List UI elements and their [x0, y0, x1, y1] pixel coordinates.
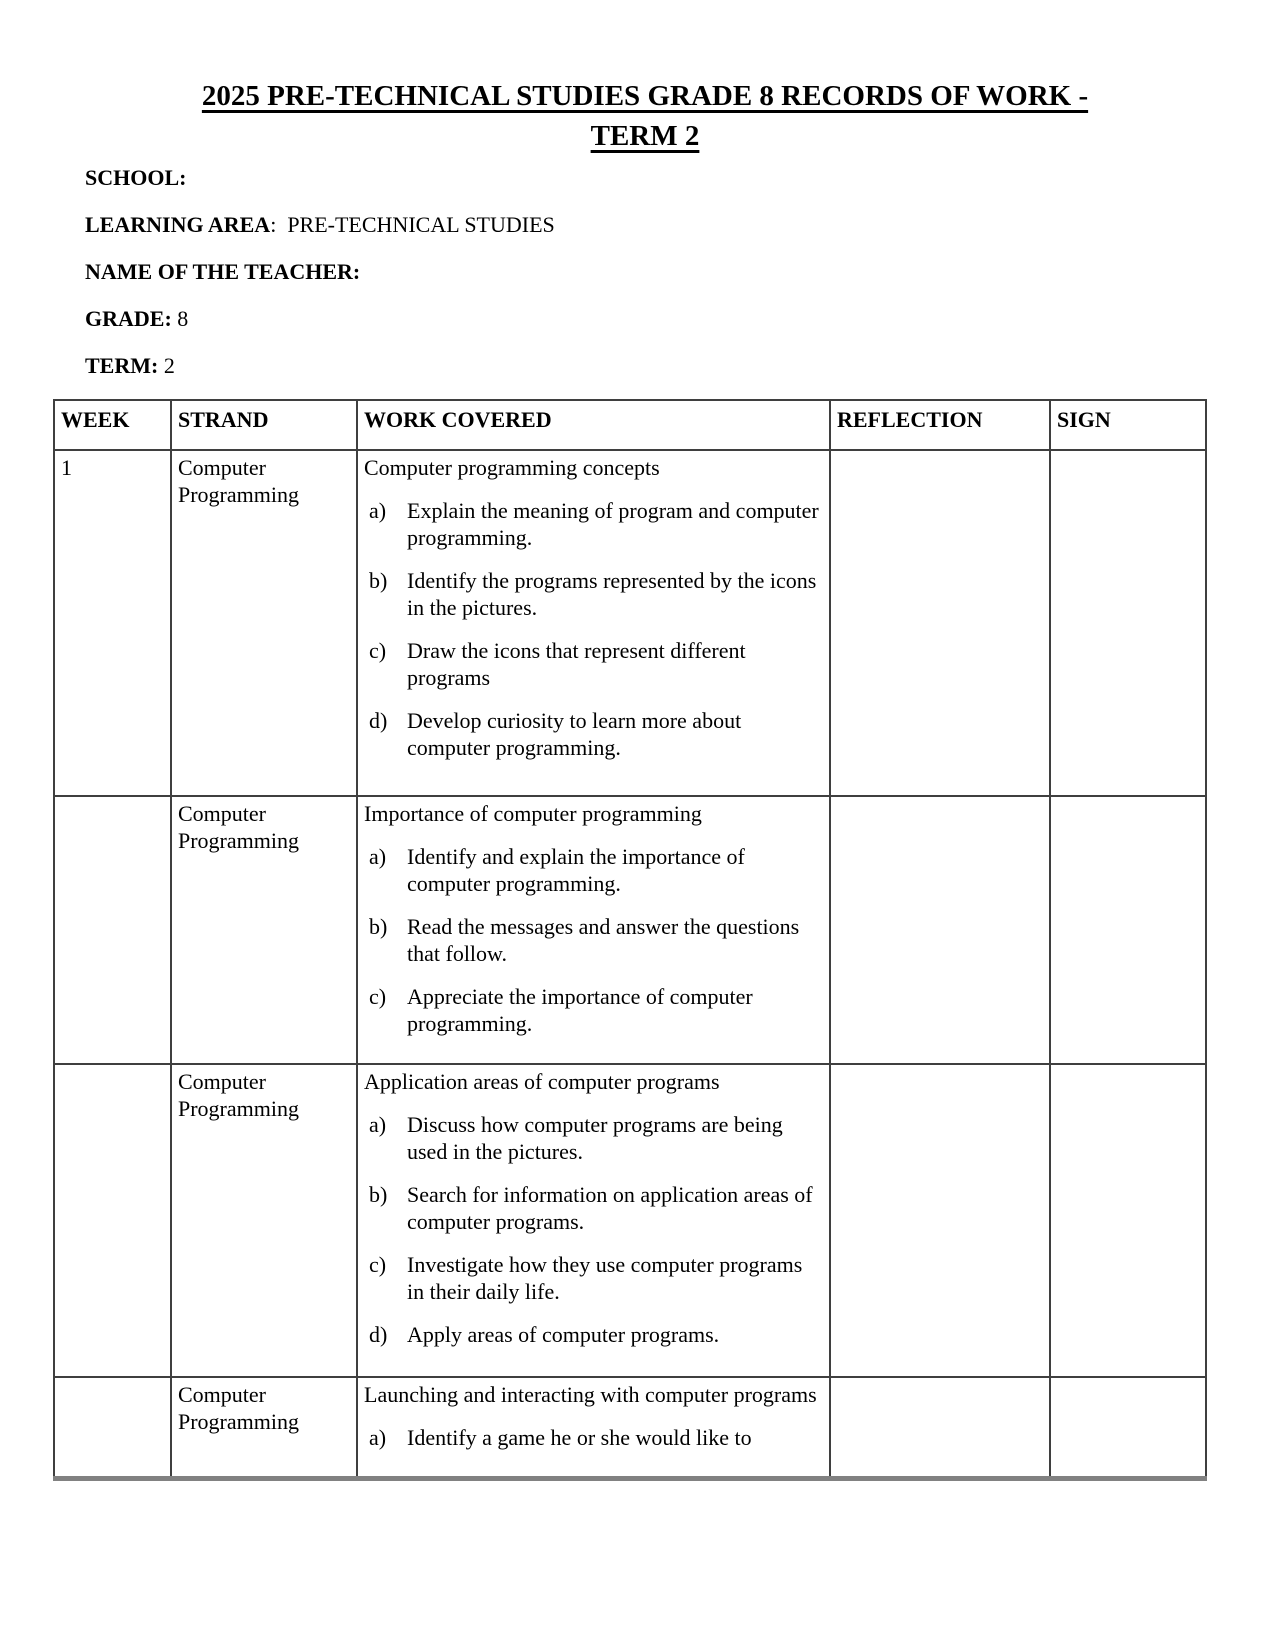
work-item — [364, 1251, 823, 1305]
work-item — [364, 1424, 823, 1451]
sign-cell — [1050, 796, 1206, 1064]
field-grade — [85, 305, 1205, 332]
item-marker: a) — [369, 1112, 387, 1137]
reflection-cell — [830, 796, 1050, 1064]
field-label: LEARNING AREA — [85, 212, 271, 237]
work-item — [364, 497, 823, 551]
field-value: 8 — [171, 306, 189, 331]
strand-cell: Computer Programming — [171, 1064, 357, 1377]
table-row — [54, 1377, 1206, 1478]
work-intro: Launching and interacting with computer programs — [364, 1382, 817, 1407]
column-header-reflection: REFLECTION — [830, 400, 1050, 450]
item-marker: d) — [369, 1322, 388, 1347]
week-cell — [54, 1064, 171, 1377]
item-marker: c) — [369, 1252, 387, 1277]
item-text: Identify the programs represented by the icons in the pictures. — [407, 568, 817, 620]
sign-cell — [1050, 1377, 1206, 1478]
work-item — [364, 1321, 823, 1348]
meta-fields — [85, 164, 1205, 379]
strand-cell: Computer Programming — [171, 796, 357, 1064]
sign-cell — [1050, 1064, 1206, 1377]
work-item — [364, 983, 823, 1037]
field-term — [85, 352, 1205, 379]
work-intro: Computer programming concepts — [364, 455, 660, 480]
document-title — [85, 76, 1205, 156]
column-header-sign: SIGN — [1050, 400, 1206, 450]
field-teacher — [85, 258, 1205, 285]
table-row — [54, 1064, 1206, 1377]
item-marker: a) — [369, 1425, 387, 1450]
item-text: Search for information on application areas of computer programs. — [407, 1182, 813, 1234]
strand-text: Computer Programming — [178, 1382, 299, 1434]
work-item — [364, 843, 823, 897]
item-text: Develop curiosity to learn more about computer programming. — [407, 708, 742, 760]
work-covered-cell — [357, 450, 830, 796]
item-marker: d) — [369, 708, 388, 733]
work-item — [364, 637, 823, 691]
item-text: Appreciate the importance of computer programming. — [407, 984, 753, 1036]
item-marker: b) — [369, 568, 388, 593]
work-item — [364, 913, 823, 967]
week-cell: 1 — [54, 450, 171, 796]
field-school — [85, 164, 1205, 191]
title-line-1: 2025 PRE-TECHNICAL STUDIES GRADE 8 RECORDS OF WORK - — [201, 80, 1089, 112]
work-item — [364, 567, 823, 621]
reflection-cell — [830, 1064, 1050, 1377]
work-covered-cell — [357, 1377, 830, 1478]
strand-cell — [171, 1377, 357, 1478]
item-marker: c) — [369, 638, 387, 663]
table-row — [54, 796, 1206, 1064]
item-marker: a) — [369, 498, 387, 523]
column-header-strand: STRAND — [171, 400, 357, 450]
field-value: : PRE-TECHNICAL STUDIES — [270, 212, 555, 237]
table-row — [54, 450, 1206, 796]
work-item — [364, 707, 823, 761]
work-item — [364, 1181, 823, 1235]
item-text: Explain the meaning of program and computer programming. — [407, 498, 819, 550]
item-marker: a) — [369, 844, 387, 869]
item-text: Read the messages and answer the questions that follow. — [407, 914, 800, 966]
work-covered-cell — [357, 1064, 830, 1377]
item-text: Apply areas of computer programs. — [407, 1322, 720, 1347]
title-line-2: TERM 2 — [590, 120, 700, 152]
field-label: TERM: — [85, 353, 159, 378]
reflection-cell — [830, 1377, 1050, 1478]
item-text: Identify a game he or she would like to — [407, 1425, 752, 1450]
work-intro: Application areas of computer programs — [364, 1069, 720, 1094]
item-text: Identify and explain the importance of computer programming. — [407, 844, 745, 896]
column-header-work-covered: WORK COVERED — [357, 400, 830, 450]
field-label: SCHOOL: — [85, 165, 187, 190]
item-marker: b) — [369, 914, 388, 939]
work-intro: Importance of computer programming — [364, 801, 702, 826]
field-label: GRADE: — [85, 306, 172, 331]
field-value: 2 — [158, 353, 175, 378]
strand-cell: Computer Programming — [171, 450, 357, 796]
field-label: NAME OF THE TEACHER: — [85, 259, 361, 284]
item-text: Discuss how computer programs are being used in the pictures. — [407, 1112, 783, 1164]
field-learning-area — [85, 211, 1205, 238]
item-text: Investigate how they use computer programs in their daily life. — [407, 1252, 803, 1304]
column-header-week: WEEK — [54, 400, 171, 450]
work-covered-cell — [357, 796, 830, 1064]
records-of-work-table — [53, 399, 1207, 1481]
week-cell — [54, 1377, 171, 1478]
item-text: Draw the icons that represent different programs — [407, 638, 746, 690]
work-item — [364, 1111, 823, 1165]
item-marker: c) — [369, 984, 387, 1009]
sign-cell — [1050, 450, 1206, 796]
table-header-row — [54, 400, 1206, 450]
week-cell — [54, 796, 171, 1064]
reflection-cell — [830, 450, 1050, 796]
item-marker: b) — [369, 1182, 388, 1207]
